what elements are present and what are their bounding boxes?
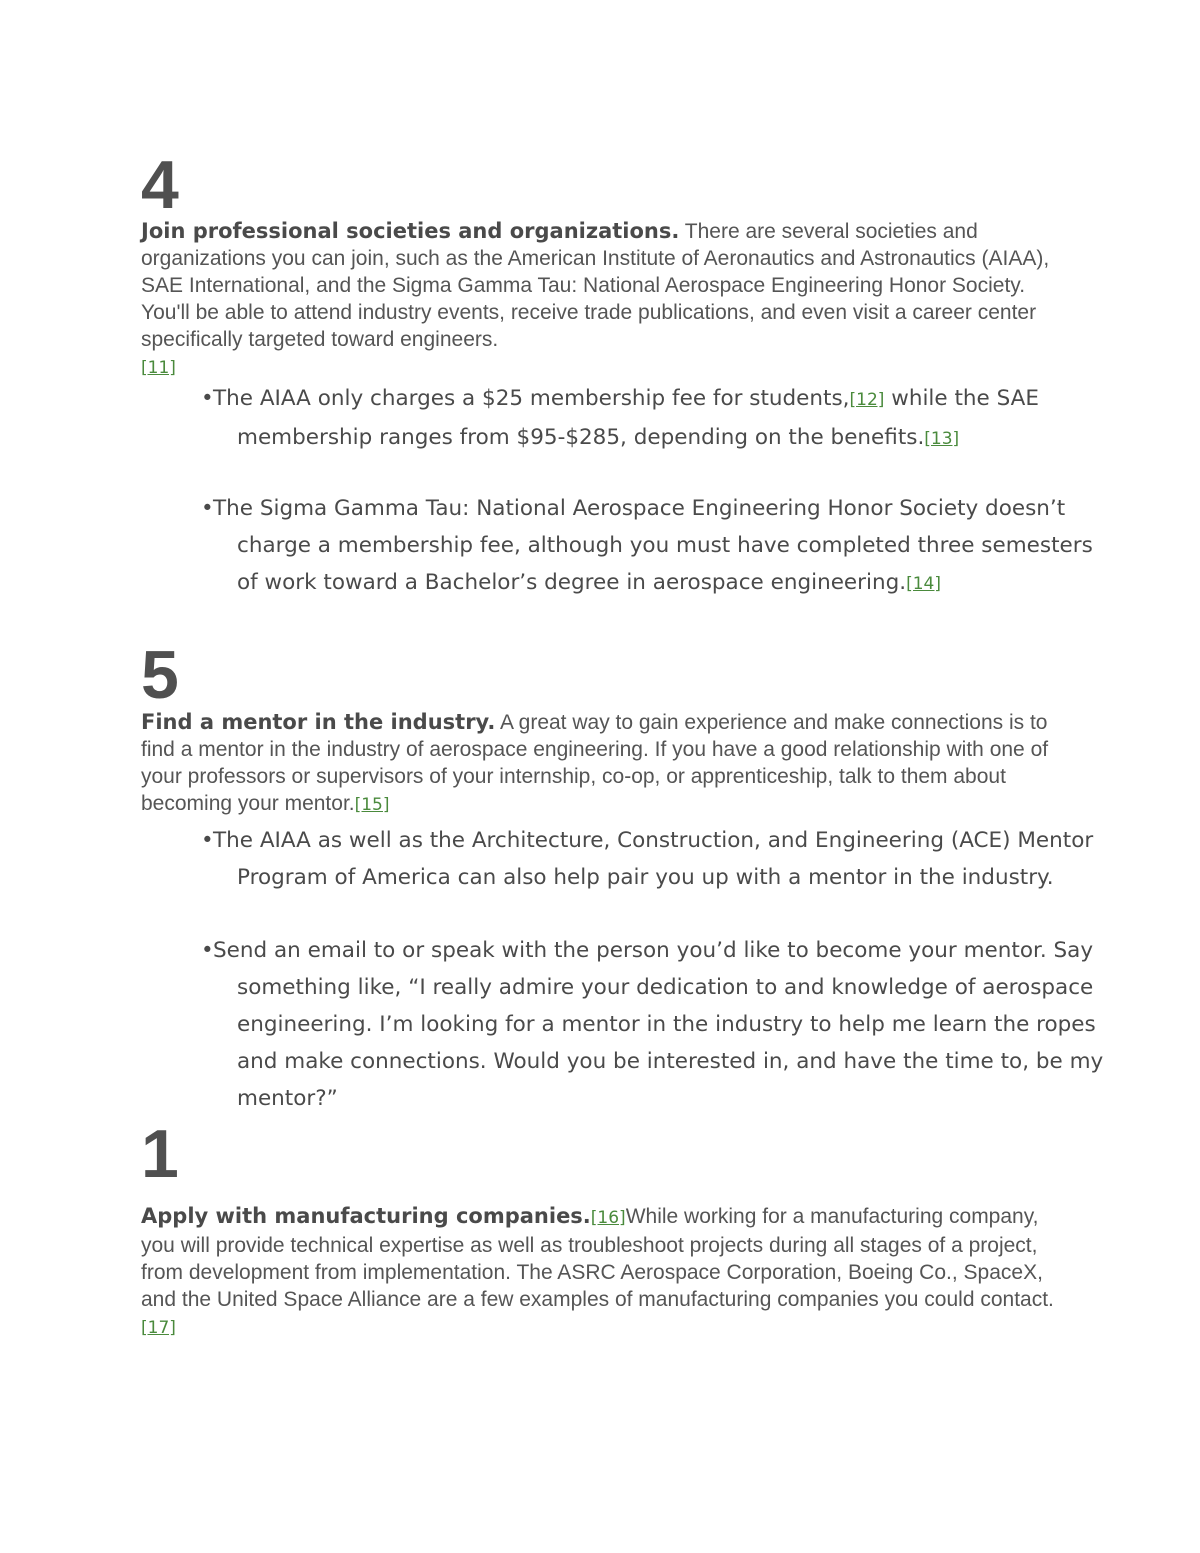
citation-link[interactable]: [16]: [590, 1208, 626, 1228]
bullet-icon: •: [201, 496, 214, 521]
list-item: •The AIAA as well as the Architecture, Construction, and Engineering (ACE) Mentor Program of America can also help pair you up with a mentor in the industry.: [201, 822, 1107, 896]
citation-link[interactable]: [13]: [924, 429, 960, 449]
citation-link[interactable]: [14]: [906, 574, 941, 594]
step-number: 1: [141, 1116, 179, 1192]
step-lead: Join professional societies and organizations.: [141, 219, 680, 243]
step-body: There are several societies and organizations you can join, such as the American Institute of Aeronautics and Astronautics (AIAA), SAE International, and the Sigma Gamma Tau: National Aerospace Engineering Honor Society. You'll be able to attend industry events, receive trade publications, and even visit a career center specifically targeted toward engineers.: [141, 220, 1050, 351]
bullet-icon: •: [201, 386, 214, 411]
citation-link[interactable]: [17]: [141, 1318, 176, 1338]
step-number: 5: [141, 637, 179, 713]
step-number: 4: [141, 147, 179, 223]
bullet-icon: •: [201, 828, 214, 853]
step-paragraph: [141, 709, 1066, 819]
list-item: •The AIAA only charges a $25 membership fee for students,[12] while the SAE membership ranges from $95-$285, depending on the benefits.[13]: [201, 380, 1107, 458]
list-item: •Send an email to or speak with the person you’d like to become your mentor. Say something like, “I really admire your dedication to and knowledge of aerospace engineering. I’m looking for a mentor in the industry to help me learn the ropes and make connections. Would you be interested in, and have the time to, be my mentor?”: [201, 932, 1107, 1117]
list-item: •The Sigma Gamma Tau: National Aerospace Engineering Honor Society doesn’t charge a membership fee, although you must have completed three semesters of work toward a Bachelor’s degree in aerospace engineering.[14]: [201, 490, 1107, 603]
step-lead: Apply with manufacturing companies.: [141, 1204, 591, 1228]
bullet-icon: •: [201, 938, 214, 963]
citation-link[interactable]: [12]: [849, 390, 885, 410]
step-paragraph: [141, 218, 1066, 382]
citation-link[interactable]: [15]: [354, 795, 390, 815]
step-body: A great way to gain experience and make connections is to find a mentor in the industry of aerospace engineering. If you have a good relationship with one of your professors or supervisors of your internship, co-op, or apprenticeship, talk to them about becoming your mentor.: [141, 711, 1049, 815]
step-paragraph: [141, 1203, 1066, 1342]
step-lead: Find a mentor in the industry.: [141, 710, 496, 734]
citation-link[interactable]: [11]: [141, 358, 176, 378]
step-body: While working for a manufacturing company, you will provide technical expertise as well as troubleshoot projects during all stages of a project, from development from implementation. The ASRC Aerospace Corporation, Boeing Co., SpaceX, and the United Space Alliance are a few examples of manufacturing companies you could contact.: [141, 1205, 1054, 1311]
